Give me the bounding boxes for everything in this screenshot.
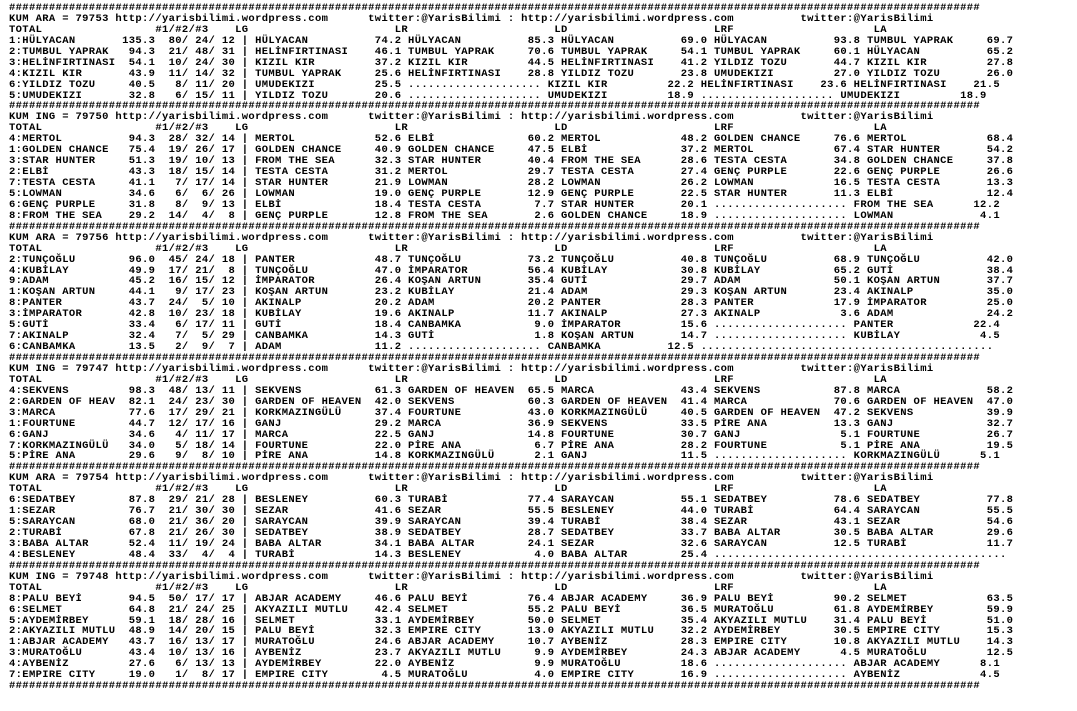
result-row: 7:EMPIRE CITY 19.0 1/ 8/ 17 | EMPIRE CITY 4.5 MURATOĞLU 4.0 EMPIRE CITY 16.9 .................... AYBENİZ 4.5 bbox=[9, 669, 1001, 682]
result-row: 8:PALU BEYİ 94.5 50/ 17/ 17 | ABJAR ACADEMY 46.6 PALU BEYİ 76.4 ABJAR ACADEMY 36.9 PALU BEYİ 90.2 SELMET 63.5 bbox=[9, 592, 1014, 605]
separator-line: ################################################################################################################################################## bbox=[9, 352, 981, 364]
separator-line: ################################################################################################################################################## bbox=[9, 2, 981, 14]
race-header-line: KUM ING = 79748 http://yarisbilimi.wordpress.com twitter:@YarisBilimi : http://yarisbilimi.wordpress.com twitter:@YarisBilimi bbox=[9, 570, 934, 583]
separator-line: ################################################################################################################################################## bbox=[9, 559, 981, 572]
result-row: 1:HÜLYACAN 135.3 80/ 24/ 12 | HÜLYACAN 74.2 HÜLYACAN 85.3 HÜLYACAN 69.0 HÜLYACAN 93.8 TUMBUL YAPRAK 69.7 bbox=[9, 34, 1014, 47]
result-row: 3:STAR HUNTER 51.3 19/ 10/ 13 | FROM THE SEA 32.3 STAR HUNTER 40.4 FROM THE SEA 28.6 TESTA CESTA 34.8 GOLDEN CHANCE 37.8 bbox=[9, 155, 1014, 168]
result-row: 5:PİRE ANA 29.6 9/ 8/ 10 | PİRE ANA 14.8 KORKMAZINGÜLÜ 2.1 GANJ 11.5 .................... KORKMAZINGÜLÜ 5.1 bbox=[9, 450, 1001, 463]
result-row: 5:UMUDEKIZI 32.8 6/ 15/ 11 | YILDIZ TOZU 20.6 .................... UMUDEKIZI 18.9 .................... UMUDEKIZI 18.9 bbox=[9, 89, 987, 102]
result-row: 2:GARDEN OF HEAV 82.1 24/ 23/ 30 | GARDEN OF HEAVEN 42.0 SEKVENS 60.3 GARDEN OF HEAVEN 41.4 MARCA 70.6 GARDEN OF HEAVEN 47.0 bbox=[9, 395, 1014, 408]
race-header-line: KUM ARA = 79754 http://yarisbilimi.wordpress.com twitter:@YarisBilimi : http://yarisbilimi.wordpress.com twitter:@YarisBilimi bbox=[9, 472, 934, 485]
result-row: 7:AKINALP 32.4 7/ 5/ 29 | CANBAMKA 14.3 GUTİ 1.8 KOŞAN ARTUN 14.7 .................... KUBİLAY 4.5 bbox=[9, 330, 1001, 343]
result-row: 4:MERTOL 94.3 28/ 32/ 14 | MERTOL 52.6 ELBİ 60.2 MERTOL 48.2 GOLDEN CHANCE 76.6 MERTOL 68.4 bbox=[9, 133, 1014, 146]
result-row: 2:TUMBUL YAPRAK 94.3 21/ 48/ 31 | HELİNFIRTINASI 46.1 TUMBUL YAPRAK 70.6 TUMBUL YAPRAK 54.1 TUMBUL YAPRAK 60.1 HÜLYACAN 65.2 bbox=[9, 45, 1014, 58]
result-row: 5:GUTİ 33.4 6/ 17/ 11 | GUTİ 18.4 CANBAMKA 9.0 İMPARATOR 15.6 .................... PANTER 22.4 bbox=[9, 319, 1001, 332]
result-row: 2:ELBİ 43.3 18/ 15/ 14 | TESTA CESTA 31.2 MERTOL 29.7 TESTA CESTA 27.4 GENÇ PURPLE 22.6 GENÇ PURPLE 26.6 bbox=[9, 166, 1014, 179]
result-row: 3:BABA ALTAR 52.4 11/ 19/ 24 | BABA ALTAR 34.1 BABA ALTAR 24.1 SEZAR 32.6 SARAYCAN 12.5 TURABİ 11.7 bbox=[9, 537, 1014, 550]
result-row: 8:PANTER 43.7 24/ 5/ 10 | AKINALP 20.2 ADAM 20.2 PANTER 28.3 PANTER 17.9 İMPARATOR 25.0 bbox=[9, 297, 1014, 310]
result-row: 5:SARAYCAN 68.0 21/ 36/ 20 | SARAYCAN 39.9 SARAYCAN 39.4 TURABİ 38.4 SEZAR 43.1 SEZAR 54.6 bbox=[9, 516, 1014, 529]
separator-line: ################################################################################################################################################## bbox=[9, 100, 981, 113]
race-header-line: KUM ARA = 79756 http://yarisbilimi.wordpress.com twitter:@YarisBilimi : http://yarisbilimi.wordpress.com twitter:@YarisBilimi bbox=[9, 231, 934, 244]
race-header-line: KUM ING = 79747 http://yarisbilimi.wordpress.com twitter:@YarisBilimi : http://yarisbilimi.wordpress.com twitter:@YarisBilimi bbox=[9, 362, 934, 375]
result-row: 3:MURATOĞLU 43.4 10/ 13/ 16 | AYBENİZ 23.7 AKYAZILI MUTLU 9.9 AYDEMİRBEY 24.3 ABJAR ACADEMY 4.5 MURATOĞLU 12.5 bbox=[9, 647, 1014, 660]
result-row: 1:SEZAR 76.7 21/ 30/ 30 | SEZAR 41.6 SEZAR 55.5 BESLENEY 44.0 TURABİ 64.4 SARAYCAN 55.5 bbox=[9, 505, 1014, 518]
result-row: 6:YILDIZ TOZU 40.5 8/ 11/ 20 | UMUDEKIZI 25.5 .................... KIZIL KIR 22.2 HELİNFIRTINASI 23.6 HELİNFIRTINASI 21.5 bbox=[9, 78, 1001, 91]
result-row: 3:MARCA 77.6 17/ 29/ 21 | KORKMAZINGÜLÜ 37.4 FOURTUNE 43.0 KORKMAZINGÜLÜ 40.5 GARDEN OF HEAVEN 47.2 SEKVENS 39.9 bbox=[9, 406, 1014, 419]
race-header-line: KUM ARA = 79753 http://yarisbilimi.wordpress.com twitter:@YarisBilimi : http://yarisbilimi.wordpress.com twitter:@YarisBilimi bbox=[9, 12, 934, 25]
separator-line: ################################################################################################################################################## bbox=[9, 220, 981, 233]
result-row: 4:KUBİLAY 49.9 17/ 21/ 8 | TUNÇOĞLU 47.0 İMPARATOR 56.4 KUBİLAY 30.8 KUBİLAY 65.2 GUTİ 38.4 bbox=[9, 264, 1014, 277]
result-row: 2:AKYAZILI MUTLU 48.9 14/ 20/ 15 | PALU BEYİ 32.3 EMPIRE CITY 13.0 AKYAZILI MUTLU 32.2 AYDEMİRBEY 30.5 EMPIRE CITY 15.3 bbox=[9, 625, 1014, 638]
column-header-line: TOTAL #1/#2/#3 LG LR LD LRF LA bbox=[9, 242, 887, 255]
result-row: 1:ABJAR ACADEMY 43.7 16/ 13/ 17 | MURATOĞLU 24.6 ABJAR ACADEMY 10.7 AYBENİZ 28.3 EMPIRE CITY 10.8 AKYAZILI MUTLU 14.3 bbox=[9, 636, 1014, 649]
result-row: 5:AYDEMİRBEY 59.1 18/ 28/ 16 | SELMET 33.1 AYDEMİRBEY 50.0 SELMET 35.4 AKYAZILI MUTLU 31.4 PALU BEYİ 51.0 bbox=[9, 614, 1014, 627]
result-row: 1:FOURTUNE 44.7 12/ 17/ 16 | GANJ 29.2 MARCA 36.9 SEKVENS 33.5 PİRE ANA 13.3 GANJ 32.7 bbox=[9, 417, 1014, 430]
column-header-line: TOTAL #1/#2/#3 LG LR LD LRF LA bbox=[9, 581, 887, 594]
result-row: 3:HELİNFIRTINASI 54.1 10/ 24/ 30 | KIZIL KIR 37.2 KIZIL KIR 44.5 HELİNFIRTINASI 41.2 YILDIZ TOZU 44.7 KIZIL KIR 27.8 bbox=[9, 56, 1014, 69]
separator-line: ################################################################################################################################################## bbox=[9, 680, 981, 693]
result-row: 2:TURABİ 67.8 21/ 26/ 30 | SEDATBEY 38.9 SEDATBEY 28.7 SEDATBEY 33.7 BABA ALTAR 30.5 BABA ALTAR 29.6 bbox=[9, 527, 1014, 539]
result-row: 6:GENÇ PURPLE 31.8 8/ 9/ 13 | ELBİ 18.4 TESTA CESTA 7.7 STAR HUNTER 20.1 .................... FROM THE SEA 12.2 bbox=[9, 198, 1001, 211]
result-row: 7:TESTA CESTA 41.1 7/ 17/ 14 | STAR HUNTER 21.9 LOWMAN 28.2 LOWMAN 26.2 LOWMAN 16.5 TESTA CESTA 13.3 bbox=[9, 177, 1014, 189]
result-row: 4:SEKVENS 98.3 48/ 13/ 11 | SEKVENS 61.3 GARDEN OF HEAVEN 65.5 MARCA 43.4 SEKVENS 87.8 MARCA 58.2 bbox=[9, 384, 1014, 397]
result-row: 9:ADAM 45.2 16/ 15/ 12 | İMPARATOR 26.4 KOŞAN ARTUN 35.4 GUTİ 29.7 ADAM 50.1 KOŞAN ARTUN 37.7 bbox=[9, 275, 1014, 288]
separator-line: ################################################################################################################################################## bbox=[9, 461, 981, 474]
result-row: 3:İMPARATOR 42.8 10/ 23/ 18 | KUBİLAY 19.6 AKINALP 11.7 AKINALP 27.3 AKINALP 3.6 ADAM 24.2 bbox=[9, 308, 1014, 321]
result-row: 6:SELMET 64.8 21/ 24/ 25 | AKYAZILI MUTLU 42.4 SELMET 55.2 PALU BEYİ 36.5 MURATOĞLU 61.8 AYDEMİRBEY 59.9 bbox=[9, 603, 1014, 616]
column-header-line: TOTAL #1/#2/#3 LG LR LD LRF LA bbox=[9, 483, 887, 496]
column-header-line: TOTAL #1/#2/#3 LG LR LD LRF LA bbox=[9, 373, 887, 386]
result-row: 6:SEDATBEY 87.8 29/ 21/ 28 | BESLENEY 60.3 TURABİ 77.4 SARAYCAN 55.1 SEDATBEY 78.6 SEDATBEY 77.8 bbox=[9, 494, 1014, 507]
result-row: 8:FROM THE SEA 29.2 14/ 4/ 8 | GENÇ PURPLE 12.8 FROM THE SEA 2.6 GOLDEN CHANCE 18.9 .................... LOWMAN 4.1 bbox=[9, 209, 1001, 222]
result-row: 5:LOWMAN 34.6 6/ 6/ 26 | LOWMAN 19.0 GENÇ PURPLE 12.9 GENÇ PURPLE 22.5 STAR HUNTER 11.3 ELBİ 12.4 bbox=[9, 187, 1014, 200]
race-report-document bbox=[9, 3, 1013, 692]
race-header-line: KUM ING = 79750 http://yarisbilimi.wordpress.com twitter:@YarisBilimi : http://yarisbilimi.wordpress.com twitter:@YarisBilimi bbox=[9, 111, 934, 124]
result-row: 1:KOŞAN ARTUN 44.1 9/ 17/ 23 | KOŞAN ARTUN 23.2 KUBİLAY 21.4 ADAM 29.3 KOŞAN ARTUN 23.4 AKINALP 35.0 bbox=[9, 286, 1014, 299]
column-header-line: TOTAL #1/#2/#3 LG LR LD LRF LA bbox=[9, 23, 887, 36]
result-row: 7:KORKMAZINGÜLÜ 34.0 5/ 18/ 14 | FOURTUNE 22.0 PİRE ANA 6.7 PİRE ANA 28.2 FOURTUNE 5.1 PİRE ANA 19.5 bbox=[9, 439, 1014, 452]
result-row: 6:GANJ 34.6 4/ 11/ 17 | MARCA 22.5 GANJ 14.8 FOURTUNE 30.7 GANJ 5.1 FOURTUNE 26.7 bbox=[9, 428, 1014, 441]
result-row: 6:CANBAMKA 13.5 2/ 9/ 7 | ADAM 11.2 .................... CANBAMKA 12.5 ............................................ bbox=[9, 341, 994, 354]
column-header-line: TOTAL #1/#2/#3 LG LR LD LRF LA bbox=[9, 122, 887, 135]
result-row: 4:KIZIL KIR 43.9 11/ 14/ 32 | TUMBUL YAPRAK 25.6 HELİNFIRTINASI 28.8 YILDIZ TOZU 23.8 UMUDEKIZI 27.0 YILDIZ TOZU 26.0 bbox=[9, 67, 1014, 80]
result-row: 1:GOLDEN CHANCE 75.4 19/ 26/ 17 | GOLDEN CHANCE 40.9 GOLDEN CHANCE 47.5 ELBİ 37.2 MERTOL 67.4 STAR HUNTER 54.2 bbox=[9, 144, 1014, 157]
result-row: 4:AYBENİZ 27.6 6/ 13/ 13 | AYDEMİRBEY 22.0 AYBENİZ 9.9 MURATOĞLU 18.6 .................... ABJAR ACADEMY 8.1 bbox=[9, 658, 1001, 671]
result-row: 4:BESLENEY 48.4 33/ 4/ 4 | TURABİ 14.3 BESLENEY 4.0 BABA ALTAR 25.4 ............................................ bbox=[9, 548, 1007, 561]
result-row: 2:TUNÇOĞLU 96.0 45/ 24/ 18 | PANTER 48.7 TUNÇOĞLU 73.2 TUNÇOĞLU 40.8 TUNÇOĞLU 68.9 TUNÇOĞLU 42.0 bbox=[9, 253, 1014, 266]
